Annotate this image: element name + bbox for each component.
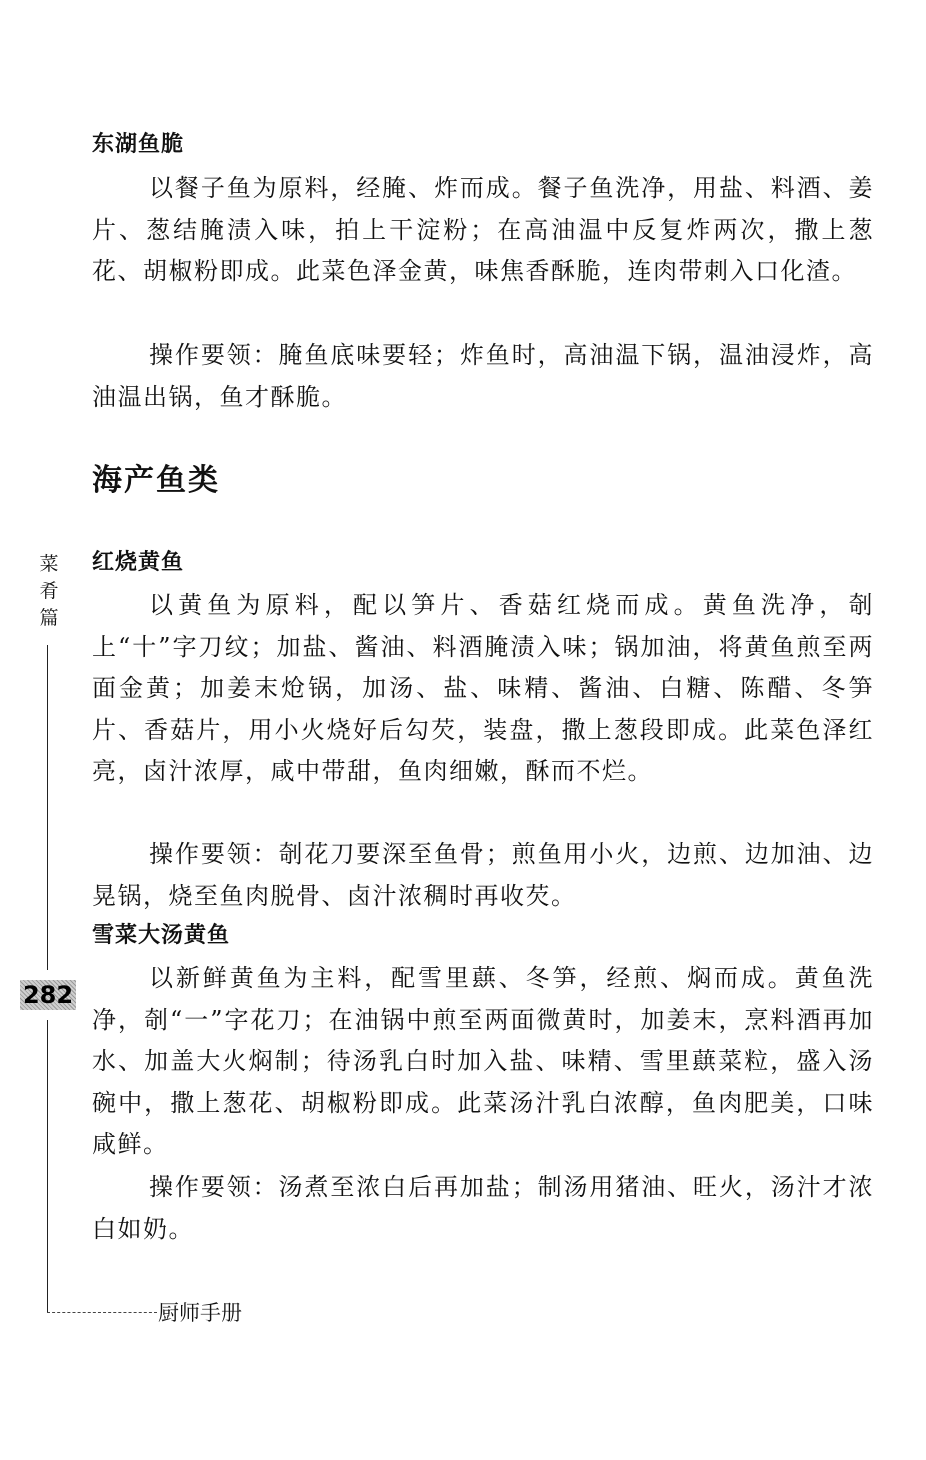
margin-rule-upper: [47, 645, 48, 970]
dish-description: 以新鲜黄鱼为主料，配雪里蕻、冬笋，经煎、焖而成。黄鱼洗净，剞“一”字花刀；在油锅中煎至两面微黄时，加姜末，烹料酒再加水、加盖大火焖制；待汤乳白时加入盐、味精、雪里蕻菜粒，盛入汤碗中，撒上葱花、胡椒粉即成。此菜汤汁乳白浓醇，鱼肉肥美，口味咸鲜。: [92, 964, 874, 1158]
dish-description: 以餐子鱼为原料，经腌、炸而成。餐子鱼洗净，用盐、料酒、姜片、葱结腌渍入味，拍上干淀粉；在高油温中反复炸两次，撒上葱花、胡椒粉即成。此菜色泽金黄，味焦香酥脆，连肉带刺入口化渣。: [92, 174, 874, 285]
category-heading: 海产鱼类: [92, 463, 220, 498]
dish-title-xuecai-huangyu: 雪菜大汤黄鱼: [92, 923, 231, 948]
dish-tips: 操作要领：剞花刀要深至鱼骨；煎鱼用小火，边煎、边加油、边晃锅，烧至鱼肉脱骨、卤汁浓稠时再收芡。: [92, 840, 874, 910]
dish-title-hongshao-huangyu: 红烧黄鱼: [92, 550, 185, 575]
dish-title-donghu-yucui: 东湖鱼脆: [92, 132, 185, 157]
page-number: 282: [20, 980, 76, 1010]
footer-rule: [47, 1312, 157, 1313]
dish-description: 以黄鱼为原料，配以笋片、香菇红烧而成。黄鱼洗净，剞上“十”字刀纹；加盐、酱油、料酒腌渍入味；锅加油，将黄鱼煎至两面金黄；加姜末炝锅，加汤、盐、味精、酱油、白糖、陈醋、冬笋片、香菇片，用小火烧好后勾芡，装盘，撒上葱段即成。此菜色泽红亮，卤汁浓厚，咸中带甜，鱼肉细嫩，酥而不烂。: [92, 591, 874, 785]
chapter-label: 菜肴篇: [39, 553, 59, 629]
dish-tips: 操作要领：汤煮至浓白后再加盐；制汤用猪油、旺火，汤汁才浓白如奶。: [92, 1173, 874, 1243]
dish-tips: 操作要领：腌鱼底味要轻；炸鱼时，高油温下锅，温油浸炸，高油温出锅，鱼才酥脆。: [92, 341, 874, 411]
book-title-footer: 厨师手册: [158, 1301, 242, 1325]
margin-rule-lower: [47, 1020, 48, 1312]
